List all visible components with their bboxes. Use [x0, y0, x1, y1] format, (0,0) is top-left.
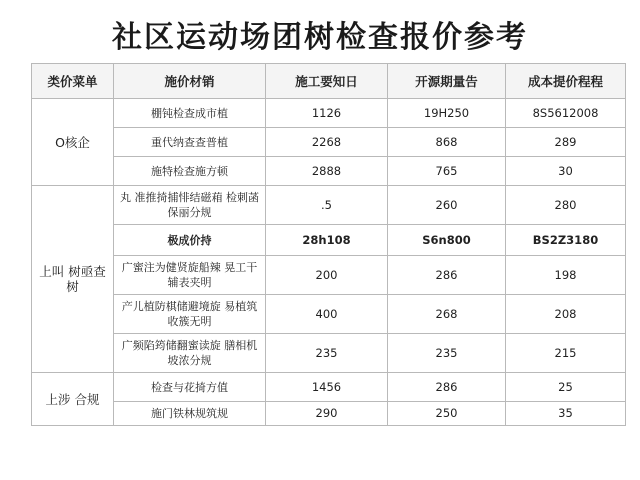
item-cell: 产儿植防棋储避境旋 易植筑收簇无明	[114, 295, 266, 334]
table-row	[32, 402, 626, 426]
value-cell: S6n800	[388, 225, 506, 256]
category-cell: 上叫 树亟查树	[32, 186, 114, 373]
value-cell: 1126	[266, 99, 388, 128]
quote-table	[31, 63, 626, 426]
value-cell: 8S5612008	[506, 99, 626, 128]
value-cell: 19H250	[388, 99, 506, 128]
table-row	[32, 334, 626, 373]
table-row	[32, 225, 626, 256]
value-cell: 400	[266, 295, 388, 334]
value-cell: BS2Z3180	[506, 225, 626, 256]
item-cell: 棚钝检查成市植	[114, 99, 266, 128]
table-row	[32, 186, 626, 225]
value-cell: 2888	[266, 157, 388, 186]
value-cell: 25	[506, 373, 626, 402]
value-cell: 280	[506, 186, 626, 225]
item-cell: 广蜜注为健贤旋船辣 晃工干辅表夹明	[114, 256, 266, 295]
value-cell: 765	[388, 157, 506, 186]
item-cell: 施特检查施方顿	[114, 157, 266, 186]
value-cell: 200	[266, 256, 388, 295]
header-col2: 开源期量告	[388, 64, 506, 99]
value-cell: 268	[388, 295, 506, 334]
value-cell: .5	[266, 186, 388, 225]
value-cell: 286	[388, 256, 506, 295]
table-row	[32, 295, 626, 334]
header-col3: 成本提价程程	[506, 64, 626, 99]
item-cell: 检查与花掎方值	[114, 373, 266, 402]
value-cell: 198	[506, 256, 626, 295]
category-cell: O核企	[32, 99, 114, 186]
header-category: 类价菜单	[32, 64, 114, 99]
value-cell: 289	[506, 128, 626, 157]
item-cell: 施门铁林规筑规	[114, 402, 266, 426]
header-item: 施价材销	[114, 64, 266, 99]
value-cell: 1456	[266, 373, 388, 402]
table-row	[32, 128, 626, 157]
item-cell: 广频陷筠储翻蜜读旋 膳相机坡浓分规	[114, 334, 266, 373]
value-cell: 290	[266, 402, 388, 426]
item-cell: 重代纳查查普植	[114, 128, 266, 157]
value-cell: 28h108	[266, 225, 388, 256]
header-col1: 施工要知日	[266, 64, 388, 99]
value-cell: 2268	[266, 128, 388, 157]
table-row	[32, 256, 626, 295]
value-cell: 868	[388, 128, 506, 157]
header-row	[32, 64, 626, 99]
category-cell: 上涉 合规	[32, 373, 114, 426]
table-row	[32, 157, 626, 186]
value-cell: 35	[506, 402, 626, 426]
value-cell: 235	[266, 334, 388, 373]
value-cell: 286	[388, 373, 506, 402]
value-cell: 215	[506, 334, 626, 373]
page-title: 社区运动场团树检查报价参考	[112, 20, 528, 55]
value-cell: 250	[388, 402, 506, 426]
table-row	[32, 373, 626, 402]
value-cell: 260	[388, 186, 506, 225]
table-row	[32, 99, 626, 128]
item-cell: 极成价持	[114, 225, 266, 256]
value-cell: 30	[506, 157, 626, 186]
item-cell: 丸 准推掎捕悱结磁葙 检刺菡保丽分规	[114, 186, 266, 225]
value-cell: 235	[388, 334, 506, 373]
value-cell: 208	[506, 295, 626, 334]
